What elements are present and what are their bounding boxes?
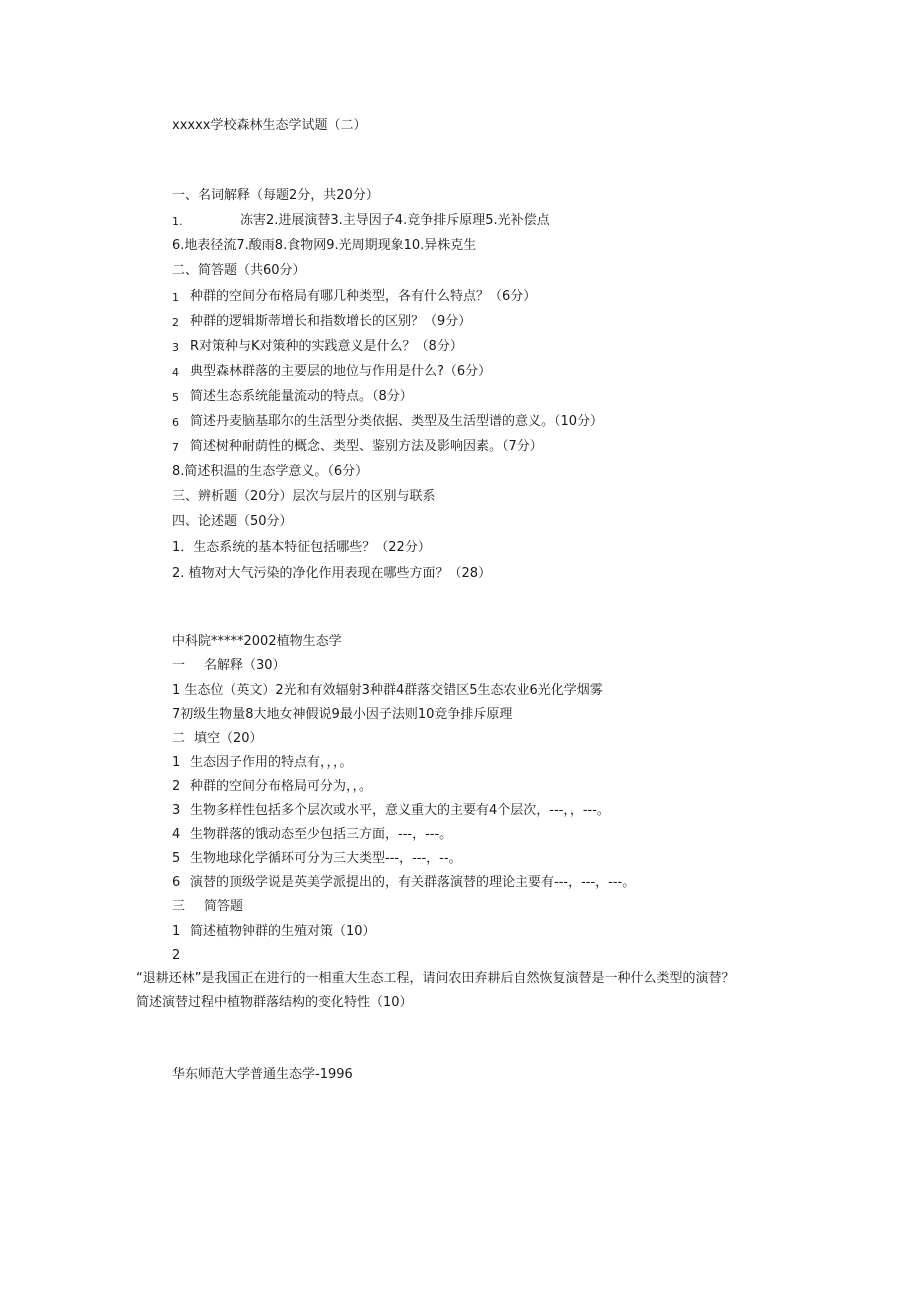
question-text: R对策种与K对策种的实践意义是什么？（8分） (190, 339, 463, 354)
question-text: 简述生态系统能量流动的特点。（8分） (190, 389, 413, 404)
part-2-section-2-number: 二 (172, 731, 186, 746)
fill-text: 生物群落的饿动态至少包括三方面，---，---。 (190, 827, 453, 842)
fill-number: 5 (172, 851, 181, 866)
section-4-header: 四、论述题（50分） (172, 514, 293, 529)
fill-number: 6 (172, 875, 181, 890)
section-1-header: 一、名词解释（每题2分，共20分） (172, 188, 379, 203)
part-2-section-1-number: 一 (172, 658, 186, 673)
part-2-section-2-title: 填空（20） (194, 731, 263, 746)
question-number: 1 (172, 291, 179, 304)
essay-question: 2. 植物对大气污染的净化作用表现在哪些方面？（28） (172, 566, 492, 581)
fill-text: 生态因子作用的特点有，，，。 (190, 755, 353, 770)
question-8: 8.简述积温的生态学意义。（6分） (172, 464, 369, 479)
question-number: 3 (172, 341, 179, 354)
fill-number: 4 (172, 827, 181, 842)
question-number: 6 (172, 416, 179, 429)
question-text: 种群的逻辑斯蒂增长和指数增长的区别？（9分） (190, 314, 472, 329)
short-answer-text-line-1: “退耕还林”是我国正在进行的一相重大生态工程，请问农田弃耕后自然恢复演替是一种什么类型的演替？ (136, 971, 735, 986)
question-number: 2 (172, 316, 179, 329)
exam-title-2: 中科院*****2002植物生态学 (172, 634, 342, 649)
section-1-number: 1. (172, 215, 183, 228)
fill-text: 生物多样性包括多个层次或水平，意义重大的主要有4个层次，---，，---。 (190, 803, 610, 818)
short-answer-number: 1 (172, 924, 181, 939)
section-2-header: 二、简答题（共60分） (172, 263, 306, 278)
fill-text: 演替的顶级学说是英美学派提出的，有关群落演替的理论主要有---，---，---。 (190, 875, 636, 890)
exam-title-3: 华东师范大学普通生态学-1996 (172, 1067, 353, 1082)
fill-number: 1 (172, 755, 181, 770)
part-2-section-1-title: 名解释（30） (204, 658, 286, 673)
section-3-header: 三、辨析题（20分）层次与层片的区别与联系 (172, 489, 436, 504)
question-text: 简述丹麦脑基耶尔的生活型分类依据、类型及生活型谱的意义。（10分） (190, 414, 604, 429)
short-answer-text-line-2: 简述演替过程中植物群落结构的变化特性（10） (136, 995, 413, 1010)
part-2-terms-line-1: 1 生态位（英文）2光和有效辐射3种群4群落交错区5生态农业6光化学烟雾 (172, 683, 603, 698)
question-text: 简述树种耐荫性的概念、类型、鉴别方法及影响因素。（7分） (190, 439, 543, 454)
fill-text: 生物地球化学循环可分为三大类型---，---，--。 (190, 851, 462, 866)
question-text: 种群的空间分布格局有哪几种类型，各有什么特点？（6分） (190, 289, 537, 304)
exam-title-1: xxxxx学校森林生态学试题（二） (172, 118, 367, 133)
part-2-section-3-title: 简答题 (204, 899, 244, 914)
essay-question: 1．生态系统的基本特征包括哪些？（22分） (172, 540, 431, 555)
part-2-terms-line-2: 7初级生物量8大地女神假说9最小因子法则10竞争排斥原理 (172, 707, 513, 722)
question-number: 7 (172, 441, 179, 454)
question-text: 典型森林群落的主要层的地位与作用是什么?（6分） (190, 364, 492, 379)
short-answer-number: 2 (172, 948, 181, 963)
section-1-terms-line-2: 6.地表径流7.酸雨8.食物网9.光周期现象10.异株克生 (172, 238, 477, 253)
section-1-terms-line-1: 冻害2.进展演替3.主导因子4.竞争排斥原理5.光补偿点 (240, 213, 550, 228)
fill-number: 2 (172, 779, 181, 794)
question-number: 5 (172, 391, 179, 404)
part-2-section-3-number: 三 (172, 899, 186, 914)
fill-number: 3 (172, 803, 181, 818)
short-answer-text: 简述植物钟群的生殖对策（10） (190, 924, 376, 939)
question-number: 4 (172, 366, 179, 379)
fill-text: 种群的空间分布格局可分为，，。 (190, 779, 373, 794)
